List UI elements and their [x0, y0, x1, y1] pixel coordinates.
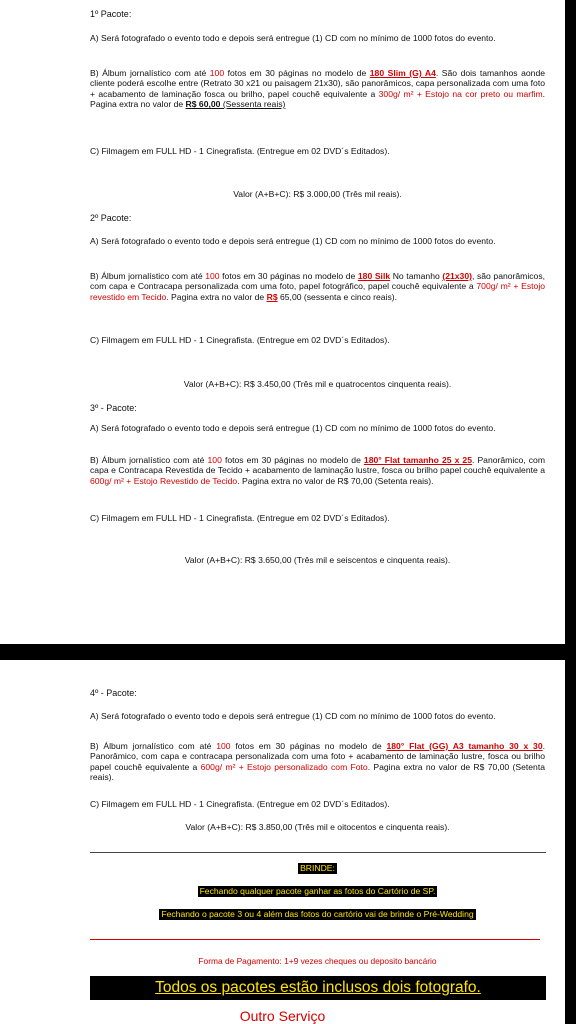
- package-4-price: Valor (A+B+C): R$ 3.850,00 (Três mil e oitocentos e cinquenta reais).: [185, 822, 450, 832]
- package-4-item-b: B) Álbum jornalístico com até 100 fotos em 30 páginas no modelo de 180° Flat (GG) A3 tamanho 30 x 30. Panorâmico, com capa e contracapa personalizada com uma foto + acabamento de laminação lustre, fosca ou brilho papel couchê equivalente a 600g/ m² + Estojo personalizado com Foto. Pagina extra no valor de R$ 70,00 (Setenta reais).: [90, 741, 546, 783]
- brinde-line-1: Fechando qualquer pacote ganhar as fotos do Cartório de SP.: [199, 886, 436, 896]
- brinde-title: BRINDE:: [300, 863, 335, 873]
- brinde-line-2: Fechando o pacote 3 ou 4 além das fotos do cartório vai de brinde o Pré-Wedding: [161, 909, 474, 919]
- package-1-item-a: A) Será fotografado o evento todo e depois será entregue (1) CD com no mínimo de 1000 fotos do evento.: [90, 33, 496, 43]
- page-margin: [0, 0, 10, 644]
- package-4-item-c: C) Filmagem em FULL HD - 1 Cinegrafista. (Entregue em 02 DVD´s Editados).: [90, 799, 390, 809]
- package-1-item-c: C) Filmagem em FULL HD - 1 Cinegrafista. (Entregue em 02 DVD´s Editados).: [90, 146, 390, 156]
- included-photographers-banner: Todos os pacotes estão inclusos dois fotografo.: [90, 976, 546, 1000]
- document-page-2: [0, 660, 565, 1024]
- payment-terms: Forma de Pagamento: 1+9 vezes cheques ou deposito bancário: [198, 956, 437, 966]
- other-service-heading: Outro Serviço: [239, 1008, 326, 1024]
- package-3-price: Valor (A+B+C): R$ 3.650,00 (Três mil e seiscentos e cinquenta reais).: [184, 555, 451, 565]
- brinde-section: [90, 863, 545, 874]
- brinde-line-2-wrap: [90, 909, 545, 920]
- package-2-item-c: C) Filmagem em FULL HD - 1 Cinegrafista. (Entregue em 02 DVD´s Editados).: [90, 335, 390, 345]
- package-1-price: Valor (A+B+C): R$ 3.000,00 (Três mil reais).: [233, 189, 402, 199]
- viewer-edge: [565, 0, 576, 1024]
- package-3-title: 3º - Pacote:: [90, 403, 137, 413]
- package-4-item-a: A) Será fotografado o evento todo e depois será entregue (1) CD com no mínimo de 1000 fotos do evento.: [90, 711, 496, 721]
- package-4-title: 4º - Pacote:: [90, 688, 137, 698]
- package-3-item-c: C) Filmagem em FULL HD - 1 Cinegrafista. (Entregue em 02 DVD´s Editados).: [90, 513, 390, 523]
- package-1-title: 1º Pacote:: [90, 9, 132, 19]
- page-margin: [0, 660, 10, 1024]
- divider-line: [90, 852, 546, 853]
- package-2-price: Valor (A+B+C): R$ 3.450,00 (Três mil e quatrocentos cinquenta reais).: [183, 379, 452, 389]
- package-2-item-a: A) Será fotografado o evento todo e depois será entregue (1) CD com no mínimo de 1000 fotos do evento.: [90, 236, 496, 246]
- brinde-line-1-wrap: [90, 886, 545, 897]
- package-3-item-a: A) Será fotografado o evento todo e depois será entregue (1) CD com no mínimo de 1000 fotos do evento.: [90, 423, 496, 433]
- package-1-item-b: B) Álbum jornalístico com até 100 fotos em 30 páginas no modelo de 180 Slim (G) A4. São dois tamanhos aonde cliente poderá escolhe entre (Retrato 30 x21 ou paisagem 21x30), são panorâmicos, capa personalizada com uma foto + acabamento de laminação fosca ou brilho, papel couchê equivalente a 300g/ m² + Estojo na cor preto ou marfim. Pagina extra no valor de R$ 60,00 (Sessenta reais): [90, 68, 546, 110]
- divider-line-red: [90, 939, 540, 940]
- package-2-item-b: B) Álbum jornalístico com até 100 fotos em 30 páginas no modelo de 180 Silk No tamanho (21x30), são panorâmicos, com capa e Contracapa personalizada com uma foto, papel fotográfico, papel couchê equivalente a 700g/ m² + Estojo revestido em Tecido. Pagina extra no valor de R$ 65,00 (sessenta e cinco reais).: [90, 271, 546, 302]
- package-3-item-b: B) Álbum jornalístico com até 100 fotos em 30 páginas no modelo de 180° Flat tamanho 25 x 25. Panorâmico, com capa e Contracapa Revestida de Tecido + acabamento de laminação lustre, fosca ou brilho papel couchê equivalente a 600g/ m² + Estojo Revestido de Tecido. Pagina extra no valor de R$ 70,00 (Setenta reais).: [90, 455, 545, 486]
- package-2-title: 2º Pacote:: [90, 213, 132, 223]
